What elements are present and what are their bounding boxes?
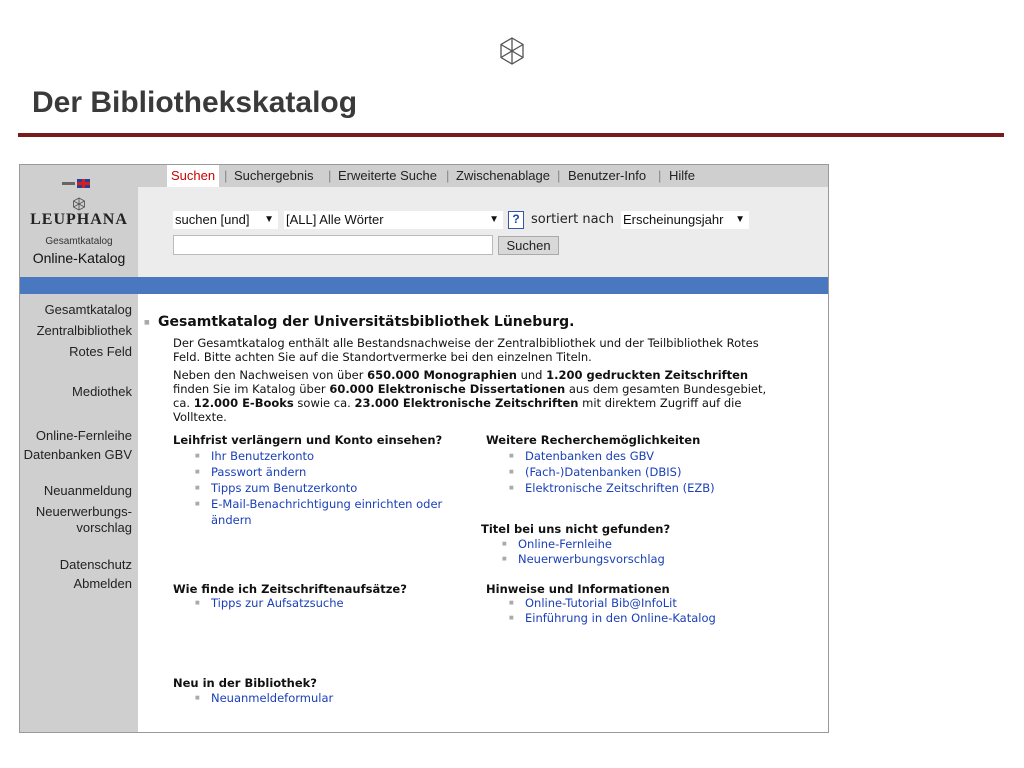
stats-text: und <box>516 368 547 382</box>
title-divider <box>18 133 1004 137</box>
intro-line-1: Der Gesamtkatalog enthält alle Bestandsnachweise der Zentralbibliothek und der Teilbibliothek Rotes <box>173 336 759 350</box>
intro-line-2: Feld. Bitte achten Sie auf die Standortvermerke bei den einzelnen Titeln. <box>173 350 592 364</box>
sort-select[interactable] <box>621 211 749 229</box>
tab-hilfe[interactable]: Hilfe <box>669 168 696 183</box>
search-button[interactable]: Suchen <box>498 236 559 255</box>
link-online-tutorial[interactable]: ■ Online-Tutorial Bib@InfoLit <box>525 596 677 610</box>
sidebar <box>20 165 138 732</box>
tab-benutzer-info[interactable]: Benutzer-Info <box>568 168 647 183</box>
tab-bar: Suchen | Suchergebnis | Erweiterte Suche | Zwischenablage | Benutzer-Info | Hilfe <box>138 165 828 187</box>
stats-text: aus dem gesamten Bundesgebiet, <box>565 382 767 396</box>
link-einfuehrung-katalog[interactable]: ■ Einführung in den Online-Katalog <box>525 611 716 625</box>
sidebar-item-zentralbibliothek[interactable]: Zentralbibliothek <box>36 323 132 338</box>
intro-paragraph <box>173 336 803 364</box>
stats-text: finden Sie im Katalog über <box>173 382 330 396</box>
sidebar-item-neuerwerbungsvorschlag-cont[interactable]: vorschlag <box>76 520 132 535</box>
brand-subtitle: Gesamtkatalog <box>45 236 113 247</box>
sidebar-item-mediothek[interactable]: Mediothek <box>72 384 132 399</box>
blue-divider-bar <box>138 277 828 294</box>
stats-ezeitschriften: 23.000 Elektronische Zeitschriften <box>354 396 579 410</box>
search-mode-select[interactable] <box>173 211 278 229</box>
sidebar-item-gesamtkatalog[interactable]: Gesamtkatalog <box>44 302 132 317</box>
stats-text: ca. <box>173 396 194 410</box>
sort-value: Erscheinungsjahr <box>623 212 724 227</box>
catalog-window <box>19 164 829 733</box>
leuphana-logo-icon <box>497 36 527 66</box>
sidebar-blue-bar <box>20 277 138 294</box>
info-heading: Hinweise und Informationen <box>486 582 670 596</box>
link-ezb[interactable]: ■ Elektronische Zeitschriften (EZB) <box>525 481 715 495</box>
chevron-down-icon: ▼ <box>264 214 274 225</box>
link-tipps-benutzerkonto[interactable]: ■ Tipps zum Benutzerkonto <box>211 481 357 495</box>
sidebar-item-rotes-feld[interactable]: Rotes Feld <box>69 344 132 359</box>
articles-heading: Wie finde ich Zeitschriftenaufsätze? <box>173 582 407 596</box>
sidebar-item-abmelden[interactable]: Abmelden <box>73 576 132 591</box>
link-datenbanken-gbv[interactable]: ■ Datenbanken des GBV <box>525 449 654 463</box>
link-neuerwerbungsvorschlag[interactable]: ■ Neuerwerbungsvorschlag <box>518 552 665 566</box>
search-field-value: [ALL] Alle Wörter <box>286 212 384 227</box>
brand-catalog: Online-Katalog <box>32 250 126 266</box>
stats-paragraph <box>173 368 803 424</box>
stats-text: Neben den Nachweisen von über <box>173 368 368 382</box>
link-online-fernleihe[interactable]: ■ Online-Fernleihe <box>518 537 612 551</box>
notfound-heading: Titel bei uns nicht gefunden? <box>481 522 671 536</box>
brand-name: LEUPHANA <box>30 211 128 228</box>
sort-label: sortiert nach <box>531 212 614 227</box>
search-field-select[interactable] <box>284 211 503 229</box>
link-neuanmeldeformular[interactable]: ■ Neuanmeldeformular <box>211 691 333 705</box>
stats-monographien: 650.000 Monographien <box>367 368 517 382</box>
main-panel <box>138 165 828 732</box>
uk-flag-icon[interactable] <box>77 179 90 188</box>
language-switch <box>62 175 90 185</box>
brand-icon <box>72 197 86 211</box>
sidebar-item-neuanmeldung[interactable]: Neuanmeldung <box>43 483 132 498</box>
slide-title: Der Bibliothekskatalog <box>32 86 358 119</box>
stats-dissertationen: 60.000 Elektronische Dissertationen <box>329 382 566 396</box>
chevron-down-icon: ▼ <box>489 214 499 225</box>
link-email-benachrichtigung-cont[interactable]: ändern <box>211 513 252 527</box>
search-mode-value: suchen [und] <box>175 212 250 227</box>
stats-text: Volltexte. <box>173 410 227 424</box>
content-area <box>138 294 828 732</box>
newuser-heading: Neu in der Bibliothek? <box>173 676 317 690</box>
tab-erweiterte-suche[interactable]: Erweiterte Suche <box>338 168 437 183</box>
link-email-benachrichtigung[interactable]: ■ E-Mail-Benachrichtigung einrichten oder <box>211 497 442 511</box>
sidebar-item-online-fernleihe[interactable]: Online-Fernleihe <box>35 428 132 443</box>
account-heading: Leihfrist verlängern und Konto einsehen? <box>173 433 443 447</box>
tab-suchen[interactable]: Suchen <box>167 165 219 187</box>
tab-suchergebnis[interactable]: Suchergebnis <box>234 168 314 183</box>
link-benutzerkonto[interactable]: ■ Ihr Benutzerkonto <box>211 449 314 463</box>
search-input[interactable] <box>173 235 493 255</box>
stats-zeitschriften: 1.200 gedruckten Zeitschriften <box>546 368 749 382</box>
chevron-down-icon: ▼ <box>735 214 745 225</box>
sidebar-item-datenschutz[interactable]: Datenschutz <box>59 557 132 572</box>
link-passwort-aendern[interactable]: ■ Passwort ändern <box>211 465 306 479</box>
german-flag-icon[interactable] <box>62 182 75 185</box>
research-heading: Weitere Recherchemöglichkeiten <box>486 433 701 447</box>
stats-text: mit direktem Zugriff auf die <box>578 396 742 410</box>
stats-ebooks: 12.000 E-Books <box>193 396 294 410</box>
tab-zwischenablage[interactable]: Zwischenablage <box>456 168 550 183</box>
help-button[interactable]: ? <box>508 211 524 229</box>
link-dbis[interactable]: ■ (Fach-)Datenbanken (DBIS) <box>525 465 681 479</box>
sidebar-item-neuerwerbungsvorschlag[interactable]: Neuerwerbungs- <box>35 504 132 519</box>
sidebar-item-datenbanken-gbv[interactable]: Datenbanken GBV <box>23 447 132 462</box>
link-aufsatzsuche[interactable]: ■ Tipps zur Aufsatzsuche <box>211 596 344 610</box>
stats-text: sowie ca. <box>293 396 355 410</box>
content-title: ■ Gesamtkatalog der Universitätsbibliothek Lüneburg. <box>158 314 575 330</box>
search-form <box>138 187 828 277</box>
